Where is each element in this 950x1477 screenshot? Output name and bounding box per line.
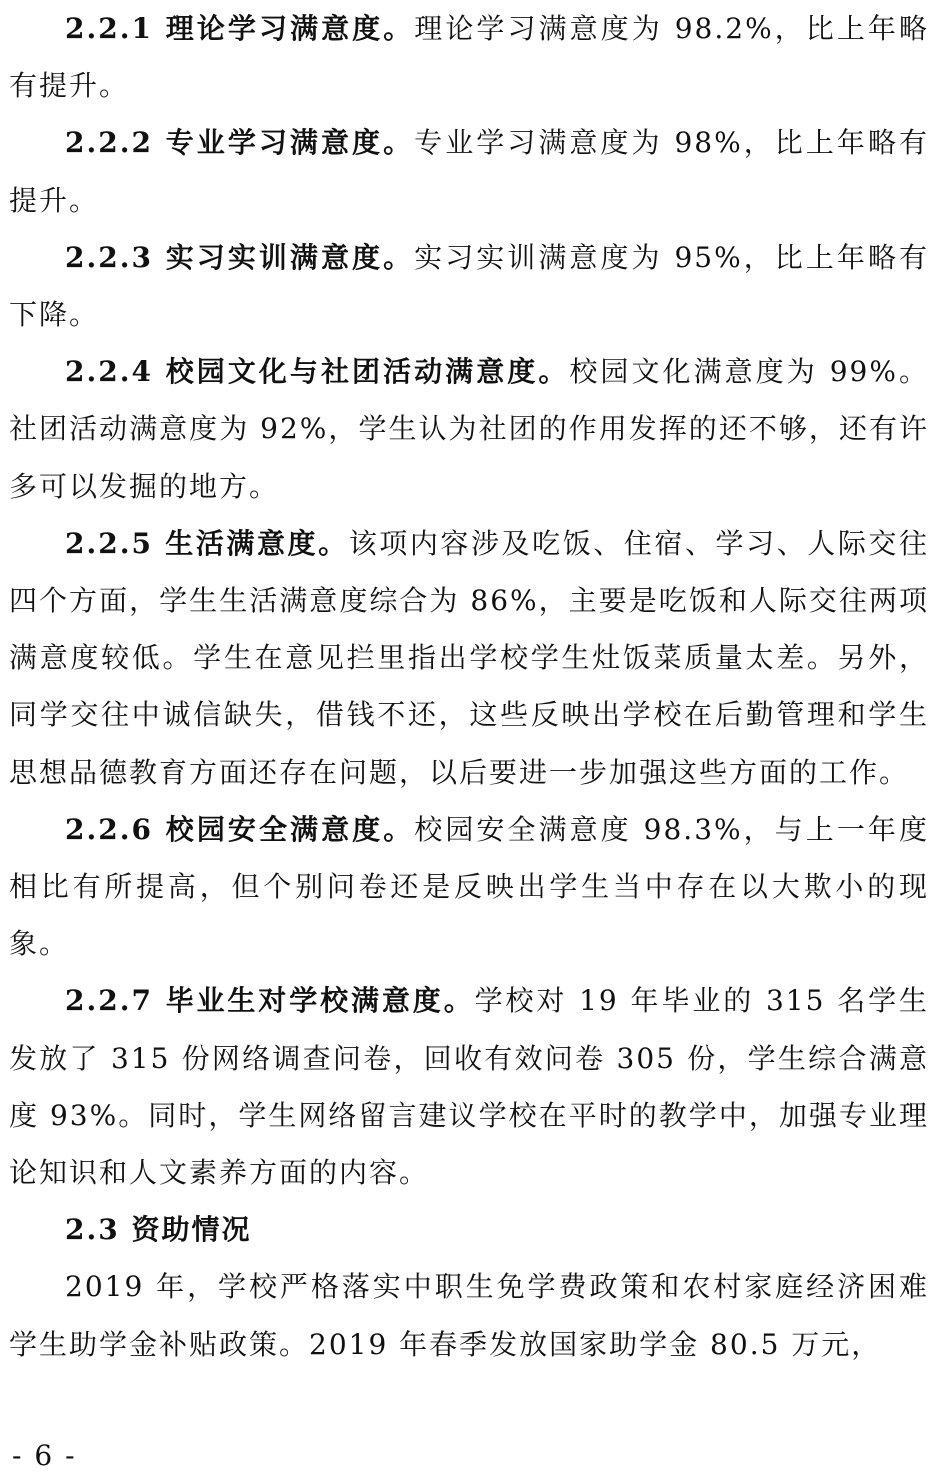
paragraph-body: 学校对 19 年毕业的 315 名学生发放了 315 份网络调查问卷，回收有效问卷 305 份，学生综合满意度 93%。同时，学生网络留言建议学校在平时的教学中，加强专业理论知识和人文素养方面的内容。 <box>9 984 929 1190</box>
paragraph-2-2-2 <box>9 114 929 228</box>
paragraph-lead: 2.2.4 校园文化与社团活动满意度。 <box>65 355 570 389</box>
section-heading: 2.3 资助情况 <box>65 1213 252 1247</box>
paragraph-lead: 2.2.6 校园安全满意度。 <box>65 812 415 846</box>
paragraph-2-2-4 <box>9 343 929 515</box>
paragraph-2-2-5 <box>9 515 929 801</box>
paragraph-body: 实习实训满意度为 95%，比上年略有下降。 <box>9 240 929 332</box>
paragraph-2-2-3 <box>9 229 929 343</box>
document-page <box>9 0 929 1373</box>
paragraph-body: 校园文化满意度为 99%。社团活动满意度为 92%，学生认为社团的作用发挥的还不够，还有许多可以发掘的地方。 <box>9 355 929 503</box>
section-body: 2019 年，学校严格落实中职生免学费政策和农村家庭经济困难学生助学金补贴政策。2019 年春季发放国家助学金 80.5 万元， <box>9 1270 929 1361</box>
paragraph-body: 专业学习满意度为 98%，比上年略有提升。 <box>9 126 929 217</box>
paragraph-2-2-7 <box>9 972 929 1201</box>
paragraph-lead: 2.2.5 生活满意度。 <box>65 526 349 560</box>
paragraph-lead: 2.2.3 实习实训满意度。 <box>65 240 415 274</box>
paragraph-2-2-1 <box>9 0 929 114</box>
paragraph-2-2-6 <box>9 801 929 973</box>
paragraph-lead: 2.2.1 理论学习满意度。 <box>65 12 415 45</box>
paragraph-body: 该项内容涉及吃饭、住宿、学习、人际交往四个方面，学生生活满意度综合为 86%，主要是吃饭和人际交往两项满意度较低。学生在意见拦里指出学校学生灶饭菜质量太差。另外，同学交往中诚信缺失，借钱不还，这些反映出学校在后勤管理和学生思想品德教育方面还存在问题，以后要进一步加强这些方面的工作。 <box>9 526 929 789</box>
paragraph-body: 校园安全满意度 98.3%，与上一年度相比有所提高，但个别问卷还是反映出学生当中存在以大欺小的现象。 <box>9 812 929 961</box>
paragraph-body: 理论学习满意度为 98.2%，比上年略有提升。 <box>9 12 929 103</box>
paragraph-lead: 2.2.2 专业学习满意度。 <box>65 126 415 160</box>
page-number: - 6 - <box>12 1439 77 1472</box>
paragraph-lead: 2.2.7 毕业生对学校满意度。 <box>65 984 475 1018</box>
